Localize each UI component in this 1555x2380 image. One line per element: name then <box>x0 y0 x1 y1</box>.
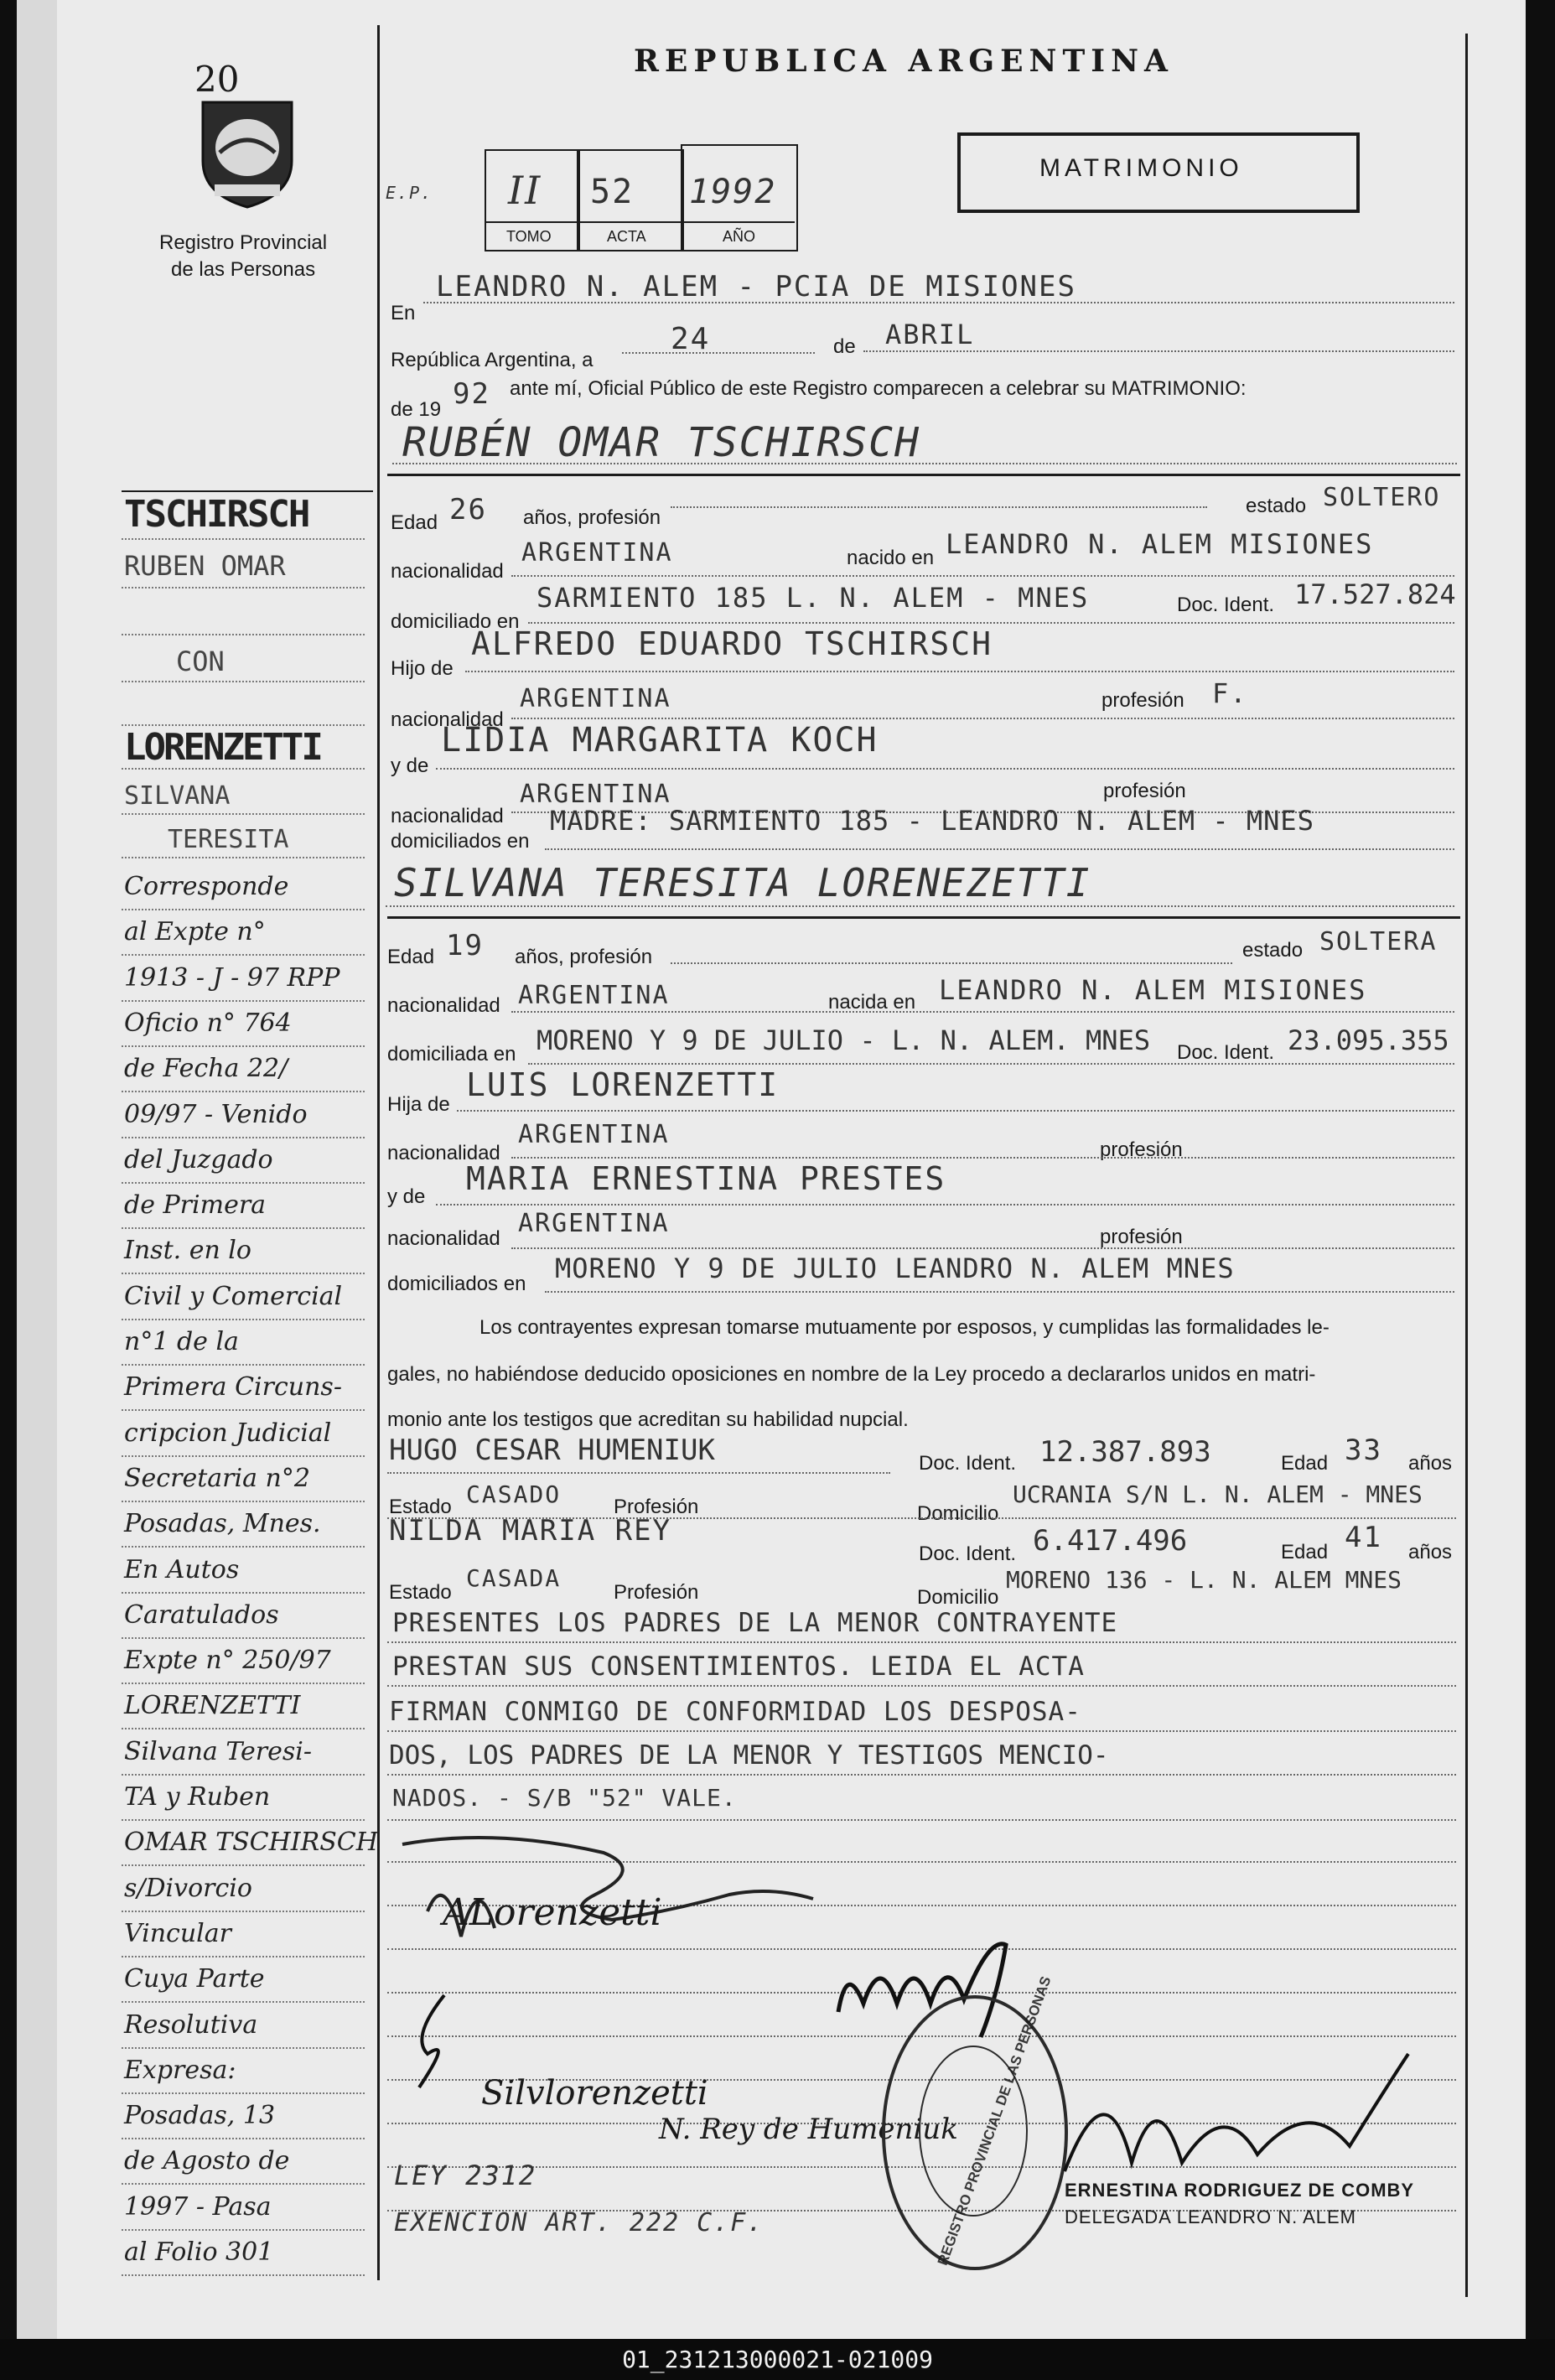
bride-yde-label: y de <box>387 1185 426 1208</box>
footer-note: LEY 2312 <box>394 2160 537 2191</box>
bride-dom-label: domiciliada en <box>387 1043 516 1066</box>
bride-mother-prof-label: profesión <box>1100 1226 1183 1248</box>
bride-edad-label: Edad <box>387 946 435 968</box>
margin-note-line: Posadas, 13 <box>124 2101 276 2131</box>
intro-statement: ante mí, Oficial Público de este Registro comparecen a celebrar su MATRIMONIO: <box>510 377 1247 400</box>
groom-doc: 17.527.824 <box>1294 578 1456 610</box>
witness2-edad: 41 <box>1345 1521 1382 1554</box>
margin-note-line: 1913 - J - 97 RPP <box>124 962 340 993</box>
groom-parents-dom-label: domiciliados en <box>391 830 530 853</box>
seal-text: REGISTRO PROVINCIAL DE LAS PERSONAS <box>934 1973 1055 2268</box>
margin-rule <box>122 2001 365 2003</box>
margin-rule <box>122 1683 365 1684</box>
witness1-name: HUGO CESAR HUMENIUK <box>389 1434 715 1467</box>
bride-full-name: SILVANA TERESITA LORENEZETTI <box>394 860 1091 905</box>
margin-rule <box>122 634 365 635</box>
dots <box>671 962 1232 964</box>
witness1-domicilio: UCRANIA S/N L. N. ALEM - MNES <box>1013 1480 1423 1508</box>
bride-doc-label: Doc. Ident. <box>1177 1041 1275 1064</box>
margin-note-line: Primera Circuns- <box>124 1372 342 1403</box>
registry-name-line2: de las Personas <box>171 258 316 281</box>
margin-rule <box>122 909 365 910</box>
margin-rule <box>122 1409 365 1411</box>
groom-full-name: RUBÉN OMAR TSCHIRSCH <box>402 419 920 466</box>
groom-father: ALFREDO EDUARDO TSCHIRSCH <box>471 625 993 662</box>
witness2-dom-label: Domicilio <box>917 1586 999 1609</box>
witness2-domicilio: MORENO 136 - L. N. ALEM MNES <box>1006 1566 1402 1594</box>
box-divider <box>485 221 795 223</box>
margin-surname-1: TSCHIRSCH <box>124 493 309 536</box>
groom-mother-prof-label: profesión <box>1103 780 1186 802</box>
margin-rule <box>122 2183 365 2185</box>
witness1-edad-label: Edad <box>1281 1452 1329 1475</box>
margin-note-line: Civil y Comercial <box>124 1281 343 1311</box>
groom-edad: 26 <box>449 493 487 526</box>
margin-given-2b: TERESITA <box>168 825 289 854</box>
de-label: de <box>833 335 856 358</box>
margin-con: CON <box>176 646 225 677</box>
observation-line: NADOS. - S/B "52" VALE. <box>392 1784 737 1812</box>
margin-rule <box>122 1182 365 1184</box>
dots <box>545 848 1454 850</box>
margin-note-line: Posadas, Mnes. <box>124 1509 321 1539</box>
groom-domicilio: SARMIENTO 185 L. N. ALEM - MNES <box>536 582 1090 614</box>
right-border <box>1465 34 1468 2297</box>
margin-rule <box>122 954 365 956</box>
margin-surname-2: LORENZETTI <box>124 726 321 769</box>
witness1-dom-label: Domicilio <box>917 1502 999 1525</box>
groom-mother: LIDIA MARGARITA KOCH <box>441 721 879 760</box>
bride-anios-label: años, profesión <box>515 946 653 968</box>
margin-note-line: de Primera <box>124 1190 267 1221</box>
margin-note-line: Oficio n° 764 <box>124 1008 292 1038</box>
margin-rule <box>122 538 365 540</box>
margin-note-line: TA y Ruben <box>124 1782 271 1812</box>
dots <box>387 1472 890 1474</box>
groom-father-nac: ARGENTINA <box>520 684 671 713</box>
margin-rule <box>122 1455 365 1457</box>
groom-dom-label: domiciliado en <box>391 610 520 633</box>
margin-note-line: al Expte n° <box>124 917 266 947</box>
observation-line: PRESENTES LOS PADRES DE LA MENOR CONTRAYENTE <box>392 1608 1118 1638</box>
bride-estado-label: estado <box>1242 939 1304 962</box>
dots <box>528 1063 1454 1065</box>
bride-father-signature <box>394 1987 469 2096</box>
groom-estado: SOLTERO <box>1323 483 1441 512</box>
groom-parents-dom: MADRE: SARMIENTO 185 - LEANDRO N. ALEM - MNES <box>550 805 1314 837</box>
margin-note-line: Cuya Parte <box>124 1964 265 1994</box>
margin-note-line: Corresponde <box>124 872 289 901</box>
groom-nacido-label: nacido en <box>847 547 935 569</box>
margin-rule <box>122 1728 365 1729</box>
declaration-line-2: gales, no habiéndose deducido oposiciones en nombre de la Ley procedo a declararlos unidos en matri- <box>387 1363 1316 1386</box>
margin-rule <box>122 1045 365 1047</box>
groom-estado-label: estado <box>1246 495 1307 517</box>
province-shield-icon <box>194 94 300 211</box>
country-title: REPUBLICA ARGENTINA <box>634 44 1174 79</box>
dots <box>457 1110 1454 1112</box>
acta-value: 52 <box>590 173 635 211</box>
groom-yde-label: y de <box>391 754 429 777</box>
witness1-anios: años <box>1408 1452 1453 1475</box>
margin-rule <box>122 1864 365 1866</box>
year-prefix: de 19 <box>391 398 442 421</box>
margin-rule <box>122 857 365 858</box>
bride-estado: SOLTERA <box>1319 927 1438 957</box>
groom-mother-nac-label: nacionalidad <box>391 805 504 827</box>
margin-rule-1 <box>122 490 373 492</box>
margin-rule <box>122 1911 365 1912</box>
witness1-doc: 12.387.893 <box>1039 1435 1211 1469</box>
rey-signature: N. Rey de Humeniuk <box>659 2113 958 2146</box>
witness1-doc-label: Doc. Ident. <box>919 1452 1017 1475</box>
margin-rule <box>122 1546 365 1548</box>
margin-note-line: Resolutiva <box>124 2009 258 2040</box>
groom-nacionalidad: ARGENTINA <box>521 538 673 568</box>
day: 24 <box>671 322 711 356</box>
margin-rule <box>122 1137 365 1138</box>
dots <box>423 302 1454 303</box>
republica-label: República Argentina, a <box>391 349 593 371</box>
groom-father-prof: F. <box>1212 677 1248 709</box>
groom-father-prof-label: profesión <box>1101 689 1184 712</box>
tomo-value: II <box>508 168 542 213</box>
witness2-anios: años <box>1408 1541 1453 1563</box>
dots <box>622 352 815 354</box>
bride-father-nac: ARGENTINA <box>518 1120 670 1149</box>
margin-rule <box>122 1319 365 1320</box>
bride-father: LUIS LORENZETTI <box>466 1066 780 1103</box>
margin-rule <box>122 587 365 589</box>
margin-rule <box>122 768 365 770</box>
margin-note-line: s/Divorcio <box>124 1873 252 1903</box>
bride-domicilio: MORENO Y 9 DE JULIO - L. N. ALEM. MNES <box>536 1024 1151 1056</box>
groom-top-rule <box>387 474 1460 476</box>
margin-rule <box>122 1000 365 1002</box>
groom-hijo-label: Hijo de <box>391 657 454 680</box>
witness1-estado-label: Estado <box>389 1496 452 1518</box>
dots <box>511 575 1454 577</box>
dots <box>511 1157 1454 1159</box>
bride-nacida: LEANDRO N. ALEM MISIONES <box>939 974 1367 1006</box>
margin-note-line: al Folio 301 <box>124 2237 274 2267</box>
margin-divider <box>377 25 380 2280</box>
dots <box>863 350 1454 352</box>
margin-note-line: LORENZETTI <box>124 1691 301 1721</box>
margin-rule <box>122 1819 365 1821</box>
margin-note-line: Vincular <box>124 1918 231 1948</box>
margin-note-line: En Autos <box>124 1554 240 1584</box>
margin-rule <box>122 1956 365 1957</box>
lorenzetti-signature-1: ALorenzetti <box>443 1891 662 1934</box>
dots <box>545 1291 1454 1293</box>
dots <box>386 905 1454 907</box>
dots <box>511 718 1454 719</box>
bride-nacida-label: nacida en <box>828 991 916 1014</box>
margin-note-line: n°1 de la <box>124 1327 239 1356</box>
margin-rule <box>122 1774 365 1776</box>
acta-label: ACTA <box>607 228 646 245</box>
margin-note-line: de Fecha 22/ <box>124 1054 288 1084</box>
dots <box>387 1685 1456 1687</box>
dots <box>511 1247 1454 1249</box>
official-stamp-line2: DELEGADA LEANDRO N. ALEM <box>1065 2206 1356 2227</box>
witness1-prof-label: Profesión <box>614 1496 699 1518</box>
bride-parents-dom-label: domiciliados en <box>387 1273 526 1295</box>
bride-father-nac-label: nacionalidad <box>387 1142 500 1164</box>
declaration-line-3: monio ante los testigos que acreditan su habilidad nupcial. <box>387 1408 909 1431</box>
margin-note-line: del Juzgado <box>124 1144 273 1174</box>
lorenzetti-signature-2: Silvlorenzetti <box>481 2074 708 2113</box>
dots <box>511 1011 1454 1013</box>
groom-nacido: LEANDRO N. ALEM MISIONES <box>946 528 1374 560</box>
dots <box>436 768 1454 770</box>
groom-father-nac-label: nacionalidad <box>391 708 504 731</box>
bride-doc: 23.095.355 <box>1288 1024 1449 1056</box>
margin-note-line: Silvana Teresi- <box>124 1736 312 1766</box>
witness2-edad-label: Edad <box>1281 1541 1329 1563</box>
month: ABRIL <box>885 319 975 350</box>
margin-note-line: cripcion Judicial <box>124 1418 332 1448</box>
page-edge <box>17 0 35 2339</box>
margin-note-line: 1997 - Pasa <box>124 2191 272 2222</box>
witness2-doc-label: Doc. Ident. <box>919 1543 1017 1565</box>
margin-rule <box>122 681 365 682</box>
groom-doc-label: Doc. Ident. <box>1177 594 1275 616</box>
margin-rule <box>122 1364 365 1366</box>
witness1-estado: CASADO <box>466 1480 562 1508</box>
witness2-estado: CASADA <box>466 1564 562 1592</box>
margin-note-line: Expresa: <box>124 2055 236 2085</box>
groom-nac-label: nacionalidad <box>391 560 504 583</box>
margin-note-line: de Agosto de <box>124 2146 290 2176</box>
margin-rule <box>122 1227 365 1229</box>
bride-parents-dom: MORENO Y 9 DE JULIO LEANDRO N. ALEM MNES <box>555 1252 1235 1284</box>
margin-rule <box>122 2274 365 2276</box>
footer-note: EXENCION ART. 222 C.F. <box>394 2208 765 2237</box>
folio-number: 20 <box>194 59 240 100</box>
margin-note-line: Expte n° 250/97 <box>124 1646 331 1676</box>
anio-label: AÑO <box>723 228 756 245</box>
bride-mother: MARIA ERNESTINA PRESTES <box>466 1160 946 1197</box>
place: LEANDRO N. ALEM - PCIA DE MISIONES <box>436 270 1076 303</box>
registry-name-line1: Registro Provincial <box>159 231 328 254</box>
dots <box>387 1774 1456 1776</box>
act-type: MATRIMONIO <box>1039 154 1243 182</box>
margin-rule <box>122 2047 365 2049</box>
margin-rule <box>122 1091 365 1092</box>
scan-id: 01_231213000021-021009 <box>0 2339 1555 2380</box>
dots <box>387 1641 1456 1643</box>
observation-line: DOS, LOS PADRES DE LA MENOR Y TESTIGOS MENCIO- <box>389 1740 1109 1771</box>
margin-note-line: Secretaria n°2 <box>124 1463 310 1493</box>
bride-nacionalidad: ARGENTINA <box>518 981 670 1010</box>
margin-given-2a: SILVANA <box>124 781 231 811</box>
year-suffix: 92 <box>453 377 490 411</box>
bride-edad: 19 <box>446 929 484 962</box>
groom-edad-label: Edad <box>391 511 438 534</box>
witness2-prof-label: Profesión <box>614 1581 699 1604</box>
margin-note-line: 09/97 - Venido <box>124 1099 308 1129</box>
margin-given-1: RUBEN OMAR <box>124 550 286 582</box>
anio-value: 1992 <box>689 173 777 211</box>
bride-father-prof-label: profesión <box>1100 1138 1183 1161</box>
margin-rule <box>122 1592 365 1594</box>
observation-line: FIRMAN CONMIGO DE CONFORMIDAD LOS DESPOSA- <box>389 1697 1081 1727</box>
margin-rule <box>122 2229 365 2231</box>
witness2-name: NILDA MARIA REY <box>389 1514 672 1548</box>
bride-nac-label: nacionalidad <box>387 994 500 1017</box>
dots <box>528 622 1454 624</box>
tomo-label: TOMO <box>506 228 552 245</box>
witness2-doc: 6.417.496 <box>1033 1524 1188 1558</box>
dots <box>392 463 1457 464</box>
margin-rule <box>122 813 365 815</box>
witness1-edad: 33 <box>1345 1434 1382 1467</box>
bride-mother-nac-label: nacionalidad <box>387 1227 500 1250</box>
margin-rule <box>122 1501 365 1502</box>
dots <box>387 1730 1456 1732</box>
margin-rule <box>122 1273 365 1274</box>
margin-note-line: OMAR TSCHIRSCH <box>124 1828 378 1858</box>
bride-hija-label: Hija de <box>387 1093 450 1116</box>
margin-rule <box>122 2138 365 2139</box>
groom-mother-nac: ARGENTINA <box>520 780 671 809</box>
margin-rule <box>122 1637 365 1639</box>
dots <box>465 671 1454 672</box>
margin-note-line: Caratulados <box>124 1600 279 1630</box>
margin-rule <box>122 2092 365 2094</box>
dots <box>436 1204 1454 1206</box>
margin-note-line: Inst. en lo <box>124 1236 251 1266</box>
en-label: En <box>391 302 416 324</box>
observation-line: PRESTAN SUS CONSENTIMIENTOS. LEIDA EL ACTA <box>392 1651 1085 1682</box>
declaration-line-1: Los contrayentes expresan tomarse mutuamente por esposos, y cumplidas las formalidades le- <box>479 1316 1330 1339</box>
bride-top-rule <box>387 916 1460 919</box>
groom-anios-label: años, profesión <box>523 506 661 529</box>
ep-mark: E.P. <box>386 183 433 203</box>
witness2-estado-label: Estado <box>389 1581 452 1604</box>
dots <box>671 506 1207 508</box>
bride-mother-nac: ARGENTINA <box>518 1209 670 1238</box>
official-stamp-line1: ERNESTINA RODRIGUEZ DE COMBY <box>1065 2180 1415 2201</box>
